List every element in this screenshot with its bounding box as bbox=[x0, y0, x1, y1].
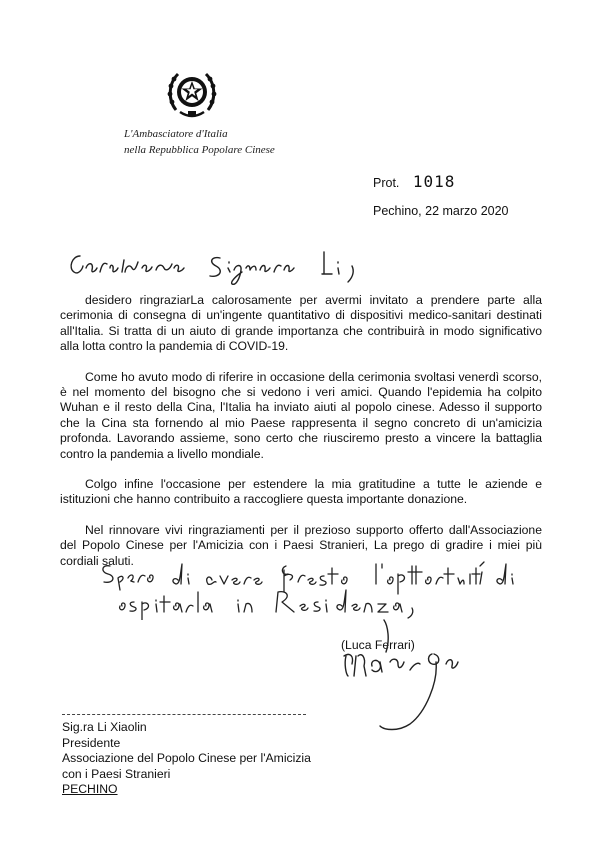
recipient-address bbox=[62, 720, 311, 798]
handwritten-signature bbox=[336, 612, 488, 744]
recipient-city: PECHINO bbox=[62, 782, 118, 797]
protocol-number: 1018 bbox=[412, 172, 456, 191]
letterhead bbox=[124, 126, 324, 158]
protocol-label: Prot. bbox=[373, 176, 400, 190]
protocol-reference bbox=[373, 172, 455, 191]
recipient-title: Presidente bbox=[62, 735, 121, 750]
italian-republic-emblem bbox=[166, 64, 218, 122]
body-paragraph-4: Nel rinnovare vivi ringraziamenti per il prezioso supporto offerto dall'Associazione del Popolo Cinese per l'Amicizia con i Paesi Stranieri, La prego di gradire i miei più cordiali saluti. bbox=[60, 522, 542, 568]
recipient-organization-cont: con i Paesi Stranieri bbox=[62, 766, 171, 781]
letter-date: Pechino, 22 marzo 2020 bbox=[373, 204, 509, 218]
body-paragraph-1: desidero ringraziarLa calorosamente per avermi invitato a prendere parte alla cerimonia di consegna di un'ingente quantitativo di dispositivi medico-sanitari destinati all'Italia. Si tratta di un aiuto di grande importanza che contribuirà in modo significativo alla lotta contro la pandemia di COVID-19. bbox=[60, 293, 542, 354]
separator-line bbox=[62, 714, 306, 715]
letterhead-line-1: L'Ambasciatore d'Italia bbox=[124, 128, 228, 140]
handwritten-salutation bbox=[66, 242, 396, 292]
handwritten-closing-note bbox=[100, 556, 520, 620]
body-paragraph-2: Come ho avuto modo di riferire in occasione della cerimonia svoltasi venerdì scorso, è nel momento del bisogno che si vedono i veri amici. Quando l'epidemia ha colpito Wuhan e il resto della Cina, l'Italia ha inviato aiuti al popolo cinese. Adesso il supporto che la Cina sta fornendo al mio Paese rappresenta il segno concreto di un'amicizia profonda. Lavorando assieme, sono certo che riusciremo presto a vincere la battaglia contro la pandemia a livello mondiale. bbox=[60, 369, 542, 461]
recipient-name: Sig.ra Li Xiaolin bbox=[62, 720, 147, 734]
recipient-organization: Associazione del Popolo Cinese per l'Amicizia bbox=[62, 751, 311, 766]
body-paragraph-3: Colgo infine l'occasione per estendere la mia gratitudine a tutte le aziende e istituzioni che hanno contribuito a raccogliere questa importante donazione. bbox=[60, 477, 542, 507]
letterhead-line-2: nella Repubblica Popolare Cinese bbox=[124, 144, 275, 156]
letter-body bbox=[60, 293, 542, 584]
signer-name: (Luca Ferrari) bbox=[341, 638, 415, 652]
